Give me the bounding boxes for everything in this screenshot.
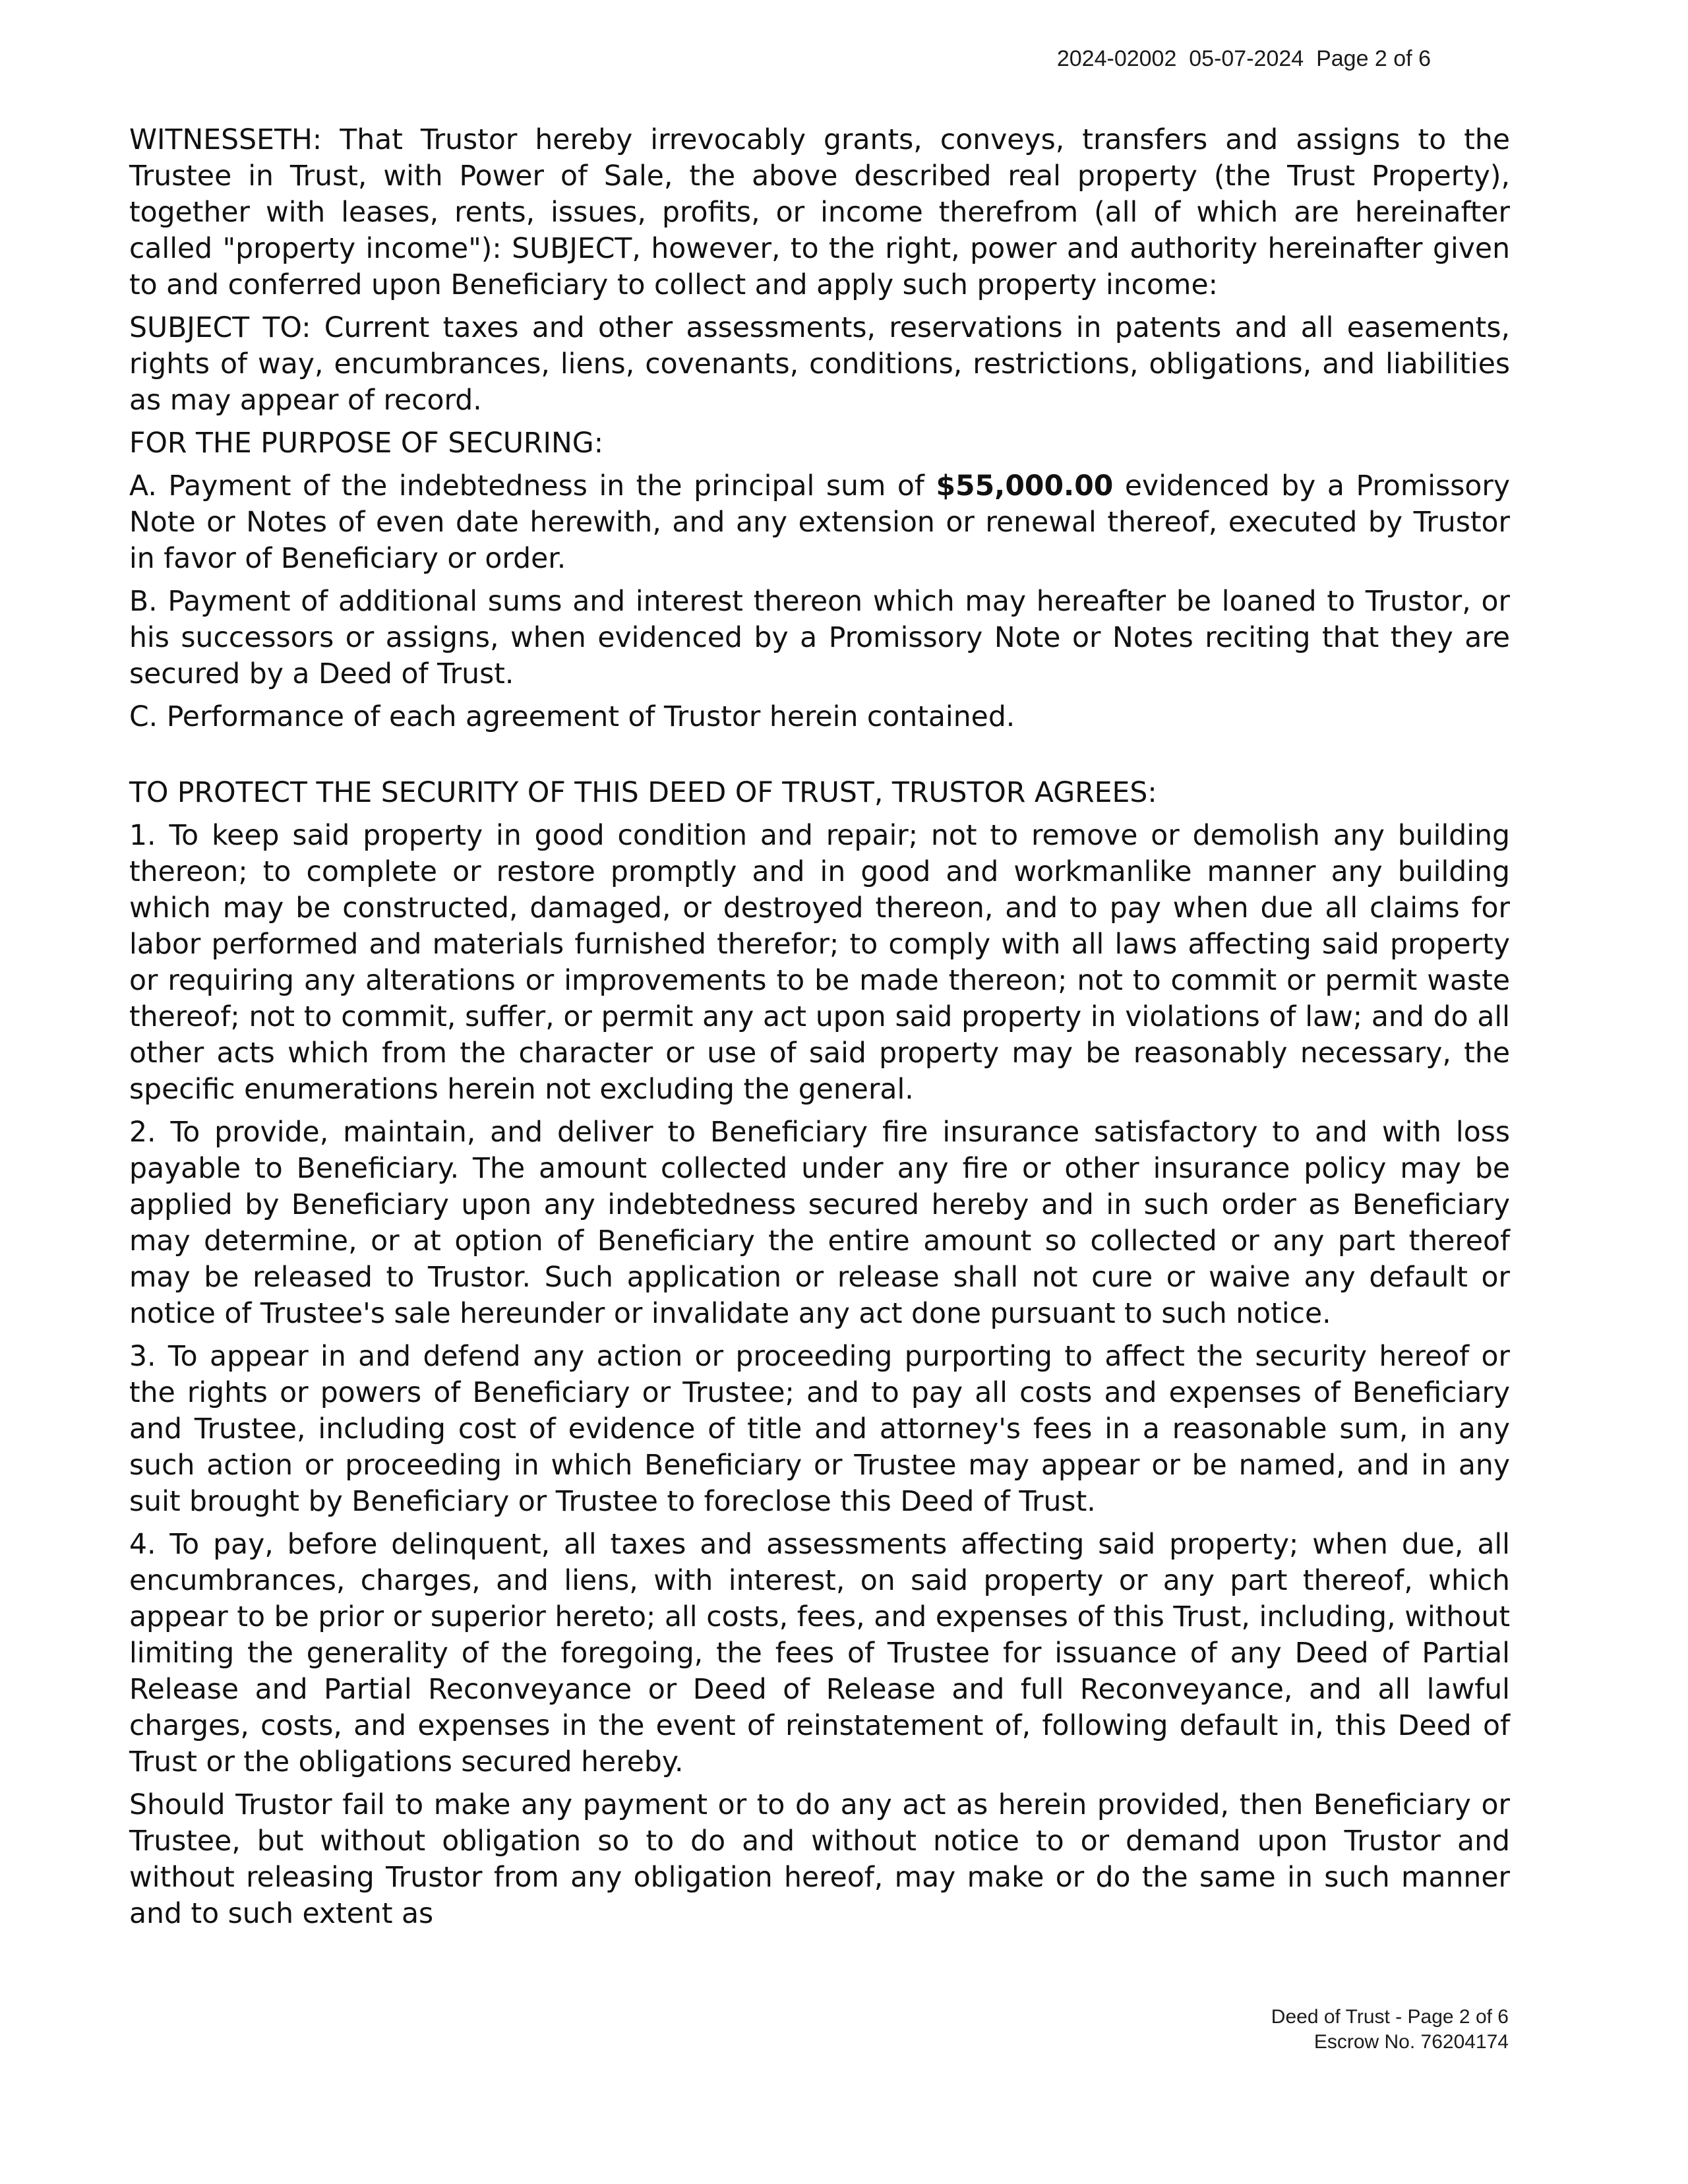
item-a-paragraph (129, 468, 1510, 577)
item-a-text-before: A. Payment of the indebtedness in the principal sum of (129, 470, 936, 502)
clause-2-paragraph: 2. To provide, maintain, and deliver to Beneficiary fire insurance satisfactory to and with loss payable to Beneficiary. The amount collected under any fire or other insurance policy may be applied by Beneficiary upon any indebtedness secured hereby and in such order as Beneficiary may determine, or at option of Beneficiary the entire amount so collected or any part thereof may be released to Trustor. Such application or release shall not cure or waive any default or notice of Trustee's sale hereunder or invalidate any act done pursuant to such notice. (129, 1116, 1510, 1330)
subject-to-paragraph: SUBJECT TO: Current taxes and other assessments, reservations in patents and all easements, rights of way, encumbrances, liens, covenants, conditions, restrictions, obligations, and liabilities as may appear of record. (129, 312, 1510, 417)
document-body (129, 122, 1510, 1939)
trustor-failure-paragraph: Should Trustor fail to make any payment or to do any act as herein provided, then Beneficiary or Trustee, but without obligation so to do and without notice to or demand upon Trustor and without releasing Trustor from any obligation hereof, may make or do the same in such manner and to such extent as (129, 1789, 1510, 1930)
clause-4-paragraph: 4. To pay, before delinquent, all taxes and assessments affecting said property; when due, all encumbrances, charges, and liens, with interest, on said property or any part thereof, which appear to be prior or superior hereto; all costs, fees, and expenses of this Trust, including, without limiting the generality of the foregoing, the fees of Trustee for issuance of any Deed of Partial Release and Partial Reconveyance or Deed of Release and full Reconveyance, and all lawful charges, costs, and expenses in the event of reinstatement of, following default in, this Deed of Trust or the obligations secured hereby. (129, 1529, 1510, 1778)
clause-1-paragraph: 1. To keep said property in good condition and repair; not to remove or demolish any building thereon; to complete or restore promptly and in good and workmanlike manner any building which may be constructed, damaged, or destroyed thereon, and to pay when due all claims for labor performed and materials furnished therefor; to comply with all laws affecting said property or requiring any alterations or improvements to be made thereon; not to commit or permit waste thereof; not to commit, suffer, or permit any act upon said property in violations of law; and do all other acts which from the character or use of said property may be reasonably necessary, the specific enumerations herein not excluding the general. (129, 820, 1510, 1106)
protect-heading: TO PROTECT THE SECURITY OF THIS DEED OF TRUST, TRUSTOR AGREES: (129, 777, 1157, 809)
item-a-text-after: evidenced by a Promissory Note or Notes of even date herewith, and any extension or renewal thereof, executed by Trustor in favor of Beneficiary or order. (129, 470, 1511, 575)
page-footer (1271, 2005, 1509, 2055)
principal-amount: $55,000.00 (936, 470, 1114, 502)
section-spacer (129, 742, 1510, 775)
purpose-heading: FOR THE PURPOSE OF SECURING: (129, 427, 604, 460)
item-b-paragraph: B. Payment of additional sums and interest thereon which may hereafter be loaned to Trustor, or his successors or assigns, when evidenced by a Promissory Note or Notes reciting that they are secured by a Deed of Trust. (129, 586, 1510, 690)
footer-escrow-number: Escrow No. 76204174 (1313, 2031, 1509, 2053)
witnesseth-paragraph: WITNESSETH: That Trustor hereby irrevocably grants, conveys, transfers and assigns to the Trustee in Trust, with Power of Sale, the above described real property (the Trust Property), together with leases, rents, issues, profits, or income therefrom (all of which are hereinafter called "property income"): SUBJECT, however, to the right, power and authority hereinafter given to and conferred upon Beneficiary to collect and apply such property income: (129, 124, 1510, 301)
clause-3-paragraph: 3. To appear in and defend any action or proceeding purporting to affect the security hereof or the rights or powers of Beneficiary or Trustee; and to pay all costs and expenses of Beneficiary and Trustee, including cost of evidence of title and attorney's fees in a reasonable sum, in any such action or proceeding in which Beneficiary or Trustee may appear or be named, and in any suit brought by Beneficiary or Trustee to foreclose this Deed of Trust. (129, 1341, 1510, 1518)
footer-page-label: Deed of Trust - Page 2 of 6 (1271, 2006, 1509, 2028)
item-c-paragraph: C. Performance of each agreement of Trustor herein contained. (129, 701, 1015, 733)
recording-header: 2024-02002 05-07-2024 Page 2 of 6 (1056, 46, 1431, 71)
